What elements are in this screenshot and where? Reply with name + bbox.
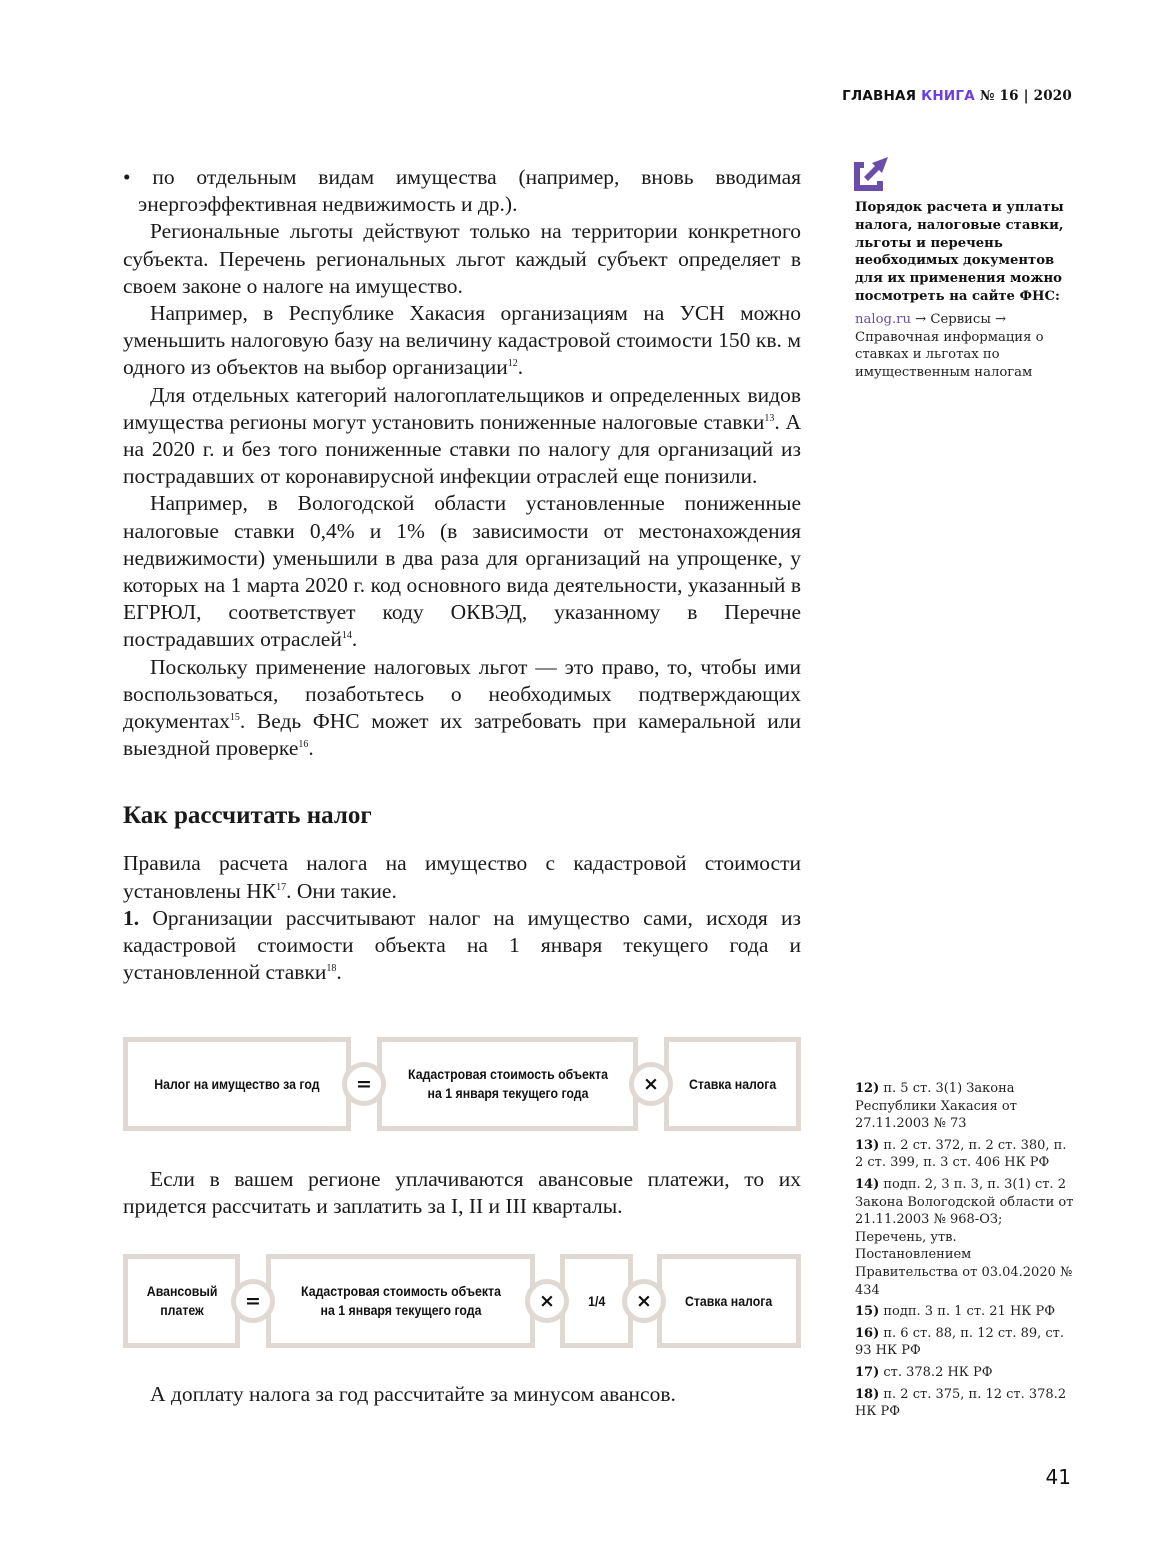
path-text: → Сервисы → (910, 311, 1007, 327)
main-article-final (123, 1381, 801, 1408)
paragraph-vologda-example: Например, в Вологодской области установленные пониженные налоговые ставки 0,4% и 1% (в зависимости от местонахождения недвижимости) уменьшили в два раза для организаций на упрощенке, у которых на 1 марта 2020 г. код основного вида деятельности, указанный в ЕГРЮЛ, соответствует коду ОКВЭД, указанному в Перечне пострадавших отраслей$^{14}$. (123, 491, 801, 652)
paragraph-text: . Ведь ФНС может их затребовать при камеральной или выездной проверке (123, 709, 801, 761)
multiply-icon: × (629, 1062, 673, 1106)
paragraph-text: Например, в Вологодской области установленные пониженные налоговые ставки 0,4% и 1% (в зависимости от местонахождения недвижимости) уменьшили в два раза для организаций на упрощенке, у которых на 1 марта 2020 г. код основного вида деятельности, указанный в ЕГРЮЛ, соответствует коду ОКВЭД, указанному в Перечне пострадавших отраслей (123, 491, 801, 652)
footnote-number: 18) (855, 1386, 880, 1402)
footnote-ref[interactable]: 16 (298, 739, 309, 751)
formula-term-text: Налог на имущество за год (154, 1075, 320, 1092)
formula-term-text: Кадастровая стоимость объекта на 1 января текущего года (300, 1283, 501, 1318)
footnote-text: подп. 2, 3 п. 3, п. 3(1) ст. 2 Закона Вологодской области от 21.11.2003 № 968-ОЗ; Перечень, утв. Постановлением Правительства от 03.04.2020 № 434 (855, 1176, 1074, 1298)
paragraph-text: Правила расчета налога на имущество с кадастровой стоимости установлены НК (123, 851, 801, 903)
bullet-item: • по отдельным видам имущества (например, вновь вводимая энергоэффективная недвижимость и др.). (123, 165, 801, 217)
footnote-item (855, 1364, 1075, 1382)
paragraph-text: Организации рассчитывают налог на имущество сами, исходя из кадастровой стоимости объекта на 1 января текущего года и установленной ставки (123, 905, 801, 985)
footnote-text: ст. 378.2 НК РФ (879, 1364, 993, 1380)
footnote-item (855, 1303, 1075, 1321)
running-header (842, 88, 1072, 104)
numbered-item-1: 1. Организации рассчитывают налог на имущество сами, исходя из кадастровой стоимости объекта на 1 января текущего года и установленной ставки$^{18}$. (123, 905, 801, 985)
formula-result-box (123, 1254, 240, 1348)
path-text: Справочная информация о ставках и льготах по имущественным налогам (855, 329, 1044, 381)
multiply-icon: × (622, 1279, 666, 1323)
paragraph-text: Поскольку применение налоговых льгот — это право, то, чтобы ими воспользоваться, позаботьтесь о необходимых подтверждающих документах (123, 654, 801, 734)
magazine-title-part2: КНИГА (921, 88, 975, 104)
footnote-text: п. 2 ст. 375, п. 12 ст. 378.2 НК РФ (855, 1386, 1067, 1420)
footnote-ref[interactable]: 15 (229, 712, 240, 724)
formula-tax-rate-box (657, 1254, 801, 1348)
paragraph-khakasia-example: Например, в Республике Хакасия организациям на УСН можно уменьшить налоговую базу на величину кадастровой стоимости 150 кв. м одного из объектов на выбор организации$^{12}$. (123, 301, 801, 380)
formula-term-text: Авансовый платеж (146, 1283, 217, 1318)
footnote-number: 17) (855, 1364, 880, 1380)
footnote-number: 14) (855, 1176, 880, 1192)
main-article-column (123, 164, 801, 986)
footnote-ref[interactable]: 17 (276, 881, 287, 893)
footnote-item (855, 1137, 1075, 1172)
formula-tax-rate-box (664, 1037, 801, 1131)
footnote-ref[interactable]: 14 (341, 630, 352, 642)
formula-cadastral-value-box (266, 1254, 535, 1348)
formula-cadastral-value-box (377, 1037, 638, 1131)
footnote-text: подп. 3 п. 1 ст. 21 НК РФ (879, 1304, 1056, 1320)
formula-result-box (123, 1037, 351, 1131)
footnote-number: 13) (855, 1137, 880, 1153)
paragraph-text: . Они такие. (286, 878, 397, 903)
paragraph-regional-benefits: Региональные льготы действуют только на территории конкретного субъекта. Перечень региональных льгот каждый субъект определяет в своем законе о налоге на имущество. (123, 219, 801, 298)
magazine-title-part1: ГЛАВНАЯ (842, 88, 917, 104)
sidebar-note-path (855, 311, 1070, 382)
item-number: 1. (123, 905, 140, 930)
footnote-text: п. 6 ст. 88, п. 12 ст. 89, ст. 93 НК РФ (855, 1325, 1065, 1359)
footnote-text: п. 5 ст. 3(1) Закона Республики Хакасия от 27.11.2003 № 73 (855, 1081, 1017, 1132)
equals-icon: = (342, 1062, 386, 1106)
formula-term-text: Ставка налога (688, 1075, 777, 1092)
paragraph-final: А доплату налога за год рассчитайте за минусом авансов. (150, 1382, 676, 1406)
bullet-text: по отдельным видам имущества (например, вновь вводимая энергоэффективная недвижимость и др.). (138, 165, 801, 217)
multiply-icon: × (525, 1279, 569, 1323)
nalog-ru-link[interactable]: nalog.ru (855, 311, 911, 327)
paragraph-reduced-rates (123, 382, 801, 491)
footnote-number: 15) (855, 1304, 880, 1320)
footnote-number: 16) (855, 1325, 880, 1341)
formula-term-text: Кадастровая стоимость объекта на 1 января текущего года (407, 1066, 608, 1101)
paragraph-text: Для отдельных категорий налогоплательщиков и определенных видов имущества регионы могут установить пониженные налоговые ставки (123, 382, 801, 434)
paragraph-advance-payments: Если в вашем регионе уплачиваются авансовые платежи, то их придется рассчитать и заплатить за I, II и III кварталы. (123, 1167, 801, 1219)
paragraph-text: Например, в Республике Хакасия организациям на УСН можно уменьшить налоговую базу на величину кадастровой стоимости 150 кв. м одного из объектов на выбор организации (123, 301, 801, 380)
paragraph-documents: Поскольку применение налоговых льгот — это право, то, чтобы ими воспользоваться, позаботьтесь о необходимых подтверждающих документах$^{15}$. Ведь ФНС может их затребовать при камеральной или выездной проверке$^{16}$. (123, 654, 801, 761)
footnote-item (855, 1325, 1075, 1360)
formula-advance-payment (123, 1254, 801, 1348)
footnote-number: 12) (855, 1081, 880, 1096)
footnote-ref[interactable]: 18 (326, 963, 337, 975)
footnote-item (855, 1080, 1075, 1133)
main-article-continued (123, 1166, 801, 1220)
footnote-text: п. 2 ст. 372, п. 2 ст. 380, п. 2 ст. 399, п. 3 ст. 406 НК РФ (855, 1137, 1067, 1171)
footnote-item (855, 1386, 1075, 1421)
sidebar-note (855, 199, 1070, 382)
footnotes (855, 1080, 1075, 1425)
formula-annual-tax (123, 1037, 801, 1131)
sidebar-note-title: Порядок расчета и уплаты налога, налоговые ставки, льготы и перечень необходимых документов для их применения можно посмотреть на сайте ФНС: (855, 200, 1064, 304)
page-number: 41 (1045, 1465, 1071, 1489)
issue-number: № 16 | 2020 (979, 88, 1072, 104)
equals-icon: = (231, 1279, 275, 1323)
paragraph-text: . А на 2020 г. и без того пониженные ставки по налогу для организаций из пострадавших от коронавирусной инфекции отраслей еще понизили. (123, 409, 801, 489)
formula-term-text: Ставка налога (685, 1292, 773, 1309)
footnote-ref[interactable]: 12 (507, 358, 518, 370)
external-link-icon (854, 157, 888, 191)
paragraph-rules (123, 850, 801, 904)
footnote-item (855, 1176, 1075, 1299)
section-heading: Как рассчитать налог (123, 802, 372, 830)
formula-term-text: 1/4 (587, 1292, 606, 1309)
footnote-ref[interactable]: 13 (764, 412, 775, 424)
